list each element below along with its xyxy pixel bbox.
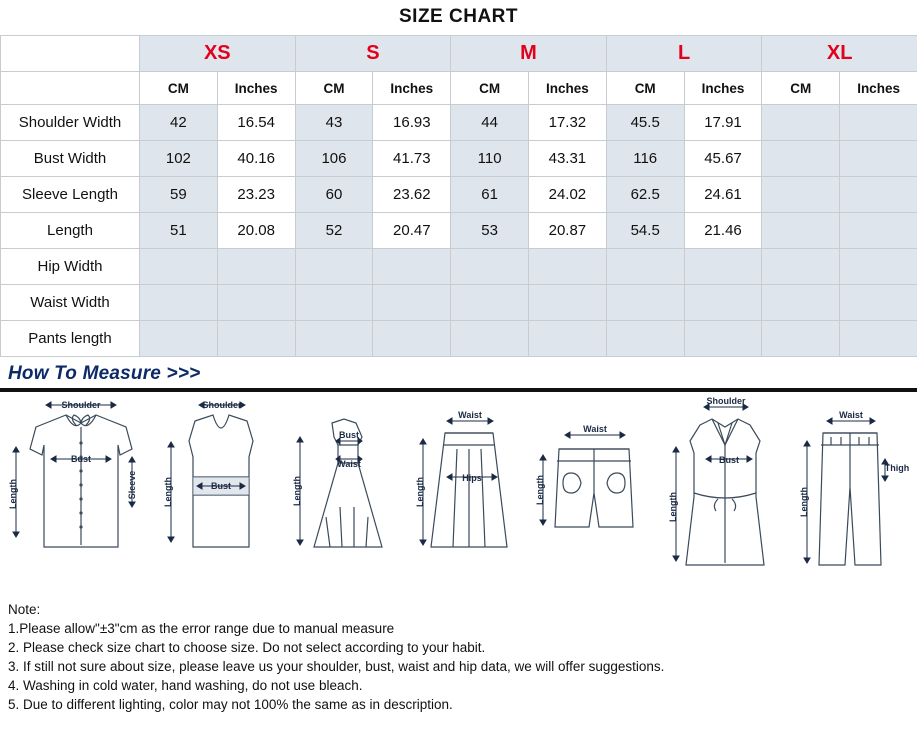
cell [840, 105, 917, 141]
table-row [1, 213, 917, 249]
cell: 20.08 [217, 213, 295, 249]
row-label: Bust Width [1, 141, 140, 177]
cell [762, 321, 840, 357]
cell: 23.23 [217, 177, 295, 213]
cell [140, 321, 218, 357]
figure-pants [791, 397, 911, 592]
cell [684, 321, 762, 357]
size-header-l: L [606, 36, 762, 72]
cell: 41.73 [373, 141, 451, 177]
label-waist: Waist [458, 410, 483, 420]
label-shoulder: Shoulder [202, 400, 242, 410]
size-chart-table [0, 35, 917, 357]
cell: 45.67 [684, 141, 762, 177]
cell [762, 213, 840, 249]
cell [451, 249, 529, 285]
cell [217, 249, 295, 285]
cell: 54.5 [606, 213, 684, 249]
table-row [1, 141, 917, 177]
cell [217, 285, 295, 321]
unit-cm-m: CM [451, 72, 529, 105]
figure-shorts [529, 397, 659, 592]
cell [373, 321, 451, 357]
how-to-measure-section [0, 363, 917, 592]
table-size-header-row [1, 36, 917, 72]
cell: 16.54 [217, 105, 295, 141]
cell [840, 213, 917, 249]
cell [840, 285, 917, 321]
figure-dress [286, 397, 406, 592]
label-hips: Hips [462, 473, 483, 483]
unit-cm-xl: CM [762, 72, 840, 105]
page-title: SIZE CHART [399, 6, 518, 27]
cell [606, 249, 684, 285]
unit-in-s: Inches [373, 72, 451, 105]
cell: 17.32 [528, 105, 606, 141]
cell [684, 285, 762, 321]
cell: 17.91 [684, 105, 762, 141]
label-shoulder: Shoulder [706, 397, 746, 406]
cell [684, 249, 762, 285]
label-length: Length [163, 477, 174, 507]
cell: 42 [140, 105, 218, 141]
cell: 43.31 [528, 141, 606, 177]
cell [606, 321, 684, 357]
note-line-5: 5. Due to different lighting, color may not 100% the same as in description. [8, 697, 453, 712]
cell [762, 105, 840, 141]
table-unit-header-row [1, 72, 917, 105]
size-header-xs: XS [140, 36, 296, 72]
cell: 59 [140, 177, 218, 213]
cell [528, 249, 606, 285]
size-header-s: S [295, 36, 451, 72]
label-waist: Waist [582, 424, 607, 434]
cell: 20.87 [528, 213, 606, 249]
cell [762, 177, 840, 213]
cell [762, 249, 840, 285]
label-bust: Bust [71, 454, 91, 464]
row-label: Shoulder Width [1, 105, 140, 141]
cell: 53 [451, 213, 529, 249]
cell [528, 321, 606, 357]
cell: 116 [606, 141, 684, 177]
cell [606, 285, 684, 321]
corner-cell [1, 36, 140, 72]
cell: 24.02 [528, 177, 606, 213]
row-label: Waist Width [1, 285, 140, 321]
cell [295, 321, 373, 357]
size-header-xl: XL [762, 36, 917, 72]
figure-skirt [407, 397, 527, 592]
label-waist: Waist [337, 459, 362, 469]
cell: 106 [295, 141, 373, 177]
label-waist: Waist [839, 410, 863, 420]
cell: 52 [295, 213, 373, 249]
table-row [1, 249, 917, 285]
note-line-3: 3. If still not sure about size, please leave us your shoulder, bust, waist and hip data, we will offer suggestions. [8, 659, 665, 674]
label-length: Length [415, 477, 426, 507]
figure-coat [660, 397, 790, 592]
cell [840, 321, 917, 357]
cell [840, 249, 917, 285]
unit-in-m: Inches [528, 72, 606, 105]
note-line-4: 4. Washing in cold water, hand washing, do not use bleach. [8, 678, 363, 693]
cell [295, 249, 373, 285]
cell [451, 285, 529, 321]
cell [762, 285, 840, 321]
cell: 102 [140, 141, 218, 177]
how-to-measure-heading: How To Measure >>> [8, 363, 201, 384]
label-length: Length [292, 476, 303, 506]
cell: 110 [451, 141, 529, 177]
measure-figures [0, 392, 917, 592]
table-row [1, 321, 917, 357]
figure-tank-top [157, 397, 285, 592]
unit-in-xs: Inches [217, 72, 295, 105]
cell: 51 [140, 213, 218, 249]
cell [373, 285, 451, 321]
cell: 24.61 [684, 177, 762, 213]
label-length: Length [534, 475, 545, 505]
unit-cm-l: CM [606, 72, 684, 105]
row-label: Sleeve Length [1, 177, 140, 213]
label-length: Length [8, 479, 18, 509]
label-bust: Bust [718, 455, 739, 465]
cell [451, 321, 529, 357]
label-length: Length [798, 487, 809, 517]
figure-blouse [6, 397, 156, 592]
cell [762, 141, 840, 177]
cell [295, 285, 373, 321]
table-row [1, 105, 917, 141]
cell [840, 177, 917, 213]
unit-in-l: Inches [684, 72, 762, 105]
label-thigh: Thigh [884, 463, 910, 473]
label-sleeve: Sleeve [127, 470, 137, 500]
cell: 61 [451, 177, 529, 213]
unit-in-xl: Inches [840, 72, 917, 105]
unit-corner-cell [1, 72, 140, 105]
cell: 20.47 [373, 213, 451, 249]
label-bust: Bust [339, 430, 360, 440]
cell: 21.46 [684, 213, 762, 249]
table-row [1, 285, 917, 321]
row-label: Hip Width [1, 249, 140, 285]
cell: 62.5 [606, 177, 684, 213]
cell [140, 285, 218, 321]
cell [840, 141, 917, 177]
label-bust: Bust [211, 481, 232, 491]
cell [528, 285, 606, 321]
cell: 40.16 [217, 141, 295, 177]
cell: 45.5 [606, 105, 684, 141]
cell: 60 [295, 177, 373, 213]
cell [217, 321, 295, 357]
row-label: Pants length [1, 321, 140, 357]
cell: 23.62 [373, 177, 451, 213]
label-length: Length [667, 492, 678, 522]
note-line-1: 1.Please allow"±3"cm as the error range due to manual measure [8, 621, 395, 636]
label-shoulder: Shoulder [61, 400, 101, 410]
cell: 43 [295, 105, 373, 141]
table-row [1, 177, 917, 213]
cell: 44 [451, 105, 529, 141]
cell [140, 249, 218, 285]
row-label: Length [1, 213, 140, 249]
cell [373, 249, 451, 285]
size-header-m: M [451, 36, 607, 72]
note-line-2: 2. Please check size chart to choose size. Do not select according to your habit. [8, 640, 486, 655]
unit-cm-xs: CM [140, 72, 218, 105]
notes-section [0, 592, 917, 714]
cell: 16.93 [373, 105, 451, 141]
unit-cm-s: CM [295, 72, 373, 105]
notes-heading: Note: [8, 602, 41, 617]
